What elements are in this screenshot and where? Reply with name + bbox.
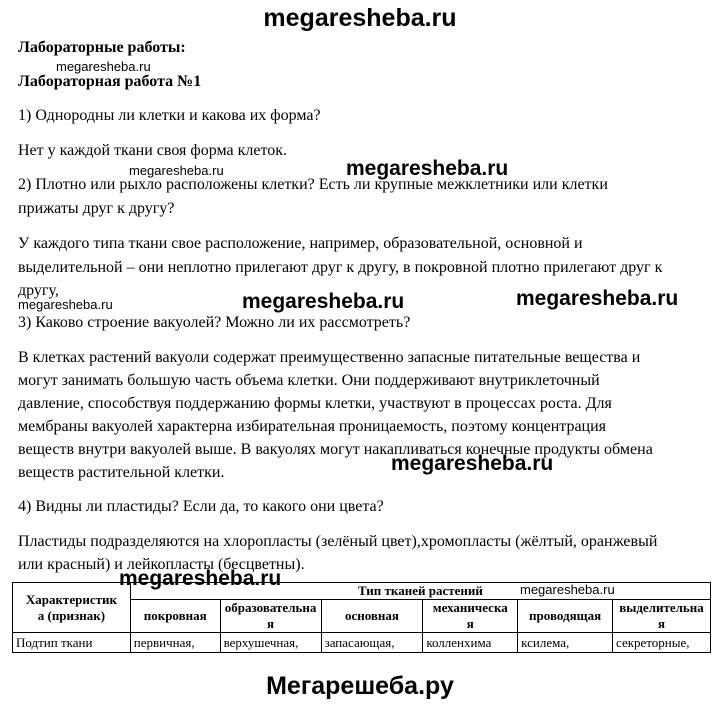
table-cell: запасающая, bbox=[321, 633, 423, 653]
table-cell: секреторные, bbox=[613, 633, 711, 653]
question-1: 1) Однородны ли клетки и какова их форма? bbox=[18, 107, 321, 124]
tissue-group-header: Тип тканей растений bbox=[130, 583, 710, 600]
table-row bbox=[13, 633, 711, 653]
column-header-ground: основная bbox=[321, 600, 423, 633]
answer-3-line-5: веществ внутри вакуолей выше. В вакуолях могут накапливаться конечные продукты обмена bbox=[18, 441, 653, 458]
table-cell: первичная, bbox=[130, 633, 220, 653]
answer-3-line-1: В клетках растений вакуоли содержат преимущественно запасные питательные вещества и bbox=[18, 349, 641, 366]
question-4: 4) Видны ли пластиды? Если да, то какого они цвета? bbox=[18, 498, 384, 515]
answer-3-line-4: мембраны вакуолей характерна избирательная проницаемость, поэтому концентрация bbox=[18, 418, 607, 435]
bottom-brand: Мегарешеба.ру bbox=[266, 672, 454, 700]
row-label: Подтип ткани bbox=[13, 633, 131, 653]
column-header-meristem: образовательна я bbox=[220, 600, 321, 633]
question-2-line-2: прижаты друг к другу? bbox=[18, 200, 175, 217]
column-header-mechanical: механическа я bbox=[423, 600, 518, 633]
watermark: megaresheba.ru bbox=[516, 287, 679, 310]
answer-4-line-1: Пластиды подразделяются на хлоропласты (зелёный цвет),хромопласты (жёлтый, оранжевый bbox=[18, 533, 658, 550]
table-cell: колленхима bbox=[423, 633, 518, 653]
watermark: megaresheba.ru bbox=[346, 157, 509, 180]
watermark: megaresheba.ru bbox=[56, 59, 151, 74]
tissue-table bbox=[12, 582, 711, 653]
question-2-line-1: 2) Плотно или рыхло расположены клетки? Есть ли крупные межклетники или клетки bbox=[18, 176, 608, 193]
answer-2-line-3: другу, bbox=[18, 282, 59, 299]
watermark: megaresheba.ru bbox=[391, 452, 554, 475]
question-3: 3) Каково строение вакуолей? Можно ли их рассмотреть? bbox=[18, 314, 411, 331]
table-cell: ксилема, bbox=[518, 633, 613, 653]
watermark: megaresheba.ru bbox=[18, 297, 113, 312]
work-title: Лабораторная работа №1 bbox=[18, 73, 202, 90]
characteristic-header: Характеристик а (признак) bbox=[13, 583, 131, 633]
column-header-integumentary: покровная bbox=[130, 600, 220, 633]
column-header-conducting: проводящая bbox=[518, 600, 613, 633]
answer-2-line-2: выделительной – они неплотно прилегают друг к другу, в покровной плотно прилегают друг к bbox=[18, 259, 663, 276]
answer-2-line-1: У каждого типа ткани свое расположение, например, образовательной, основной и bbox=[18, 235, 583, 252]
watermark: megaresheba.ru bbox=[520, 582, 615, 597]
heading: Лабораторные работы: bbox=[18, 39, 186, 56]
answer-4-line-2: или красный) и лейкопласты (бесцветны). bbox=[18, 556, 305, 573]
answer-3-line-6: веществ растительной клетки. bbox=[18, 464, 225, 481]
answer-3-line-3: давление, способствуя поддержанию формы клетки, участвуют в процессах роста. Для bbox=[18, 395, 612, 412]
watermark: megaresheba.ru bbox=[242, 290, 405, 313]
site-title: megaresheba.ru bbox=[263, 4, 457, 32]
watermark: megaresheba.ru bbox=[119, 567, 282, 590]
watermark: megaresheba.ru bbox=[129, 163, 224, 178]
answer-1: Нет у каждой ткани своя форма клеток. bbox=[18, 142, 288, 159]
column-header-secretory: выделительна я bbox=[613, 600, 711, 633]
table-cell: верхушечная, bbox=[220, 633, 321, 653]
answer-3-line-2: могут занимать большую часть объема клетки. Они поддерживают внутриклеточный bbox=[18, 372, 600, 389]
